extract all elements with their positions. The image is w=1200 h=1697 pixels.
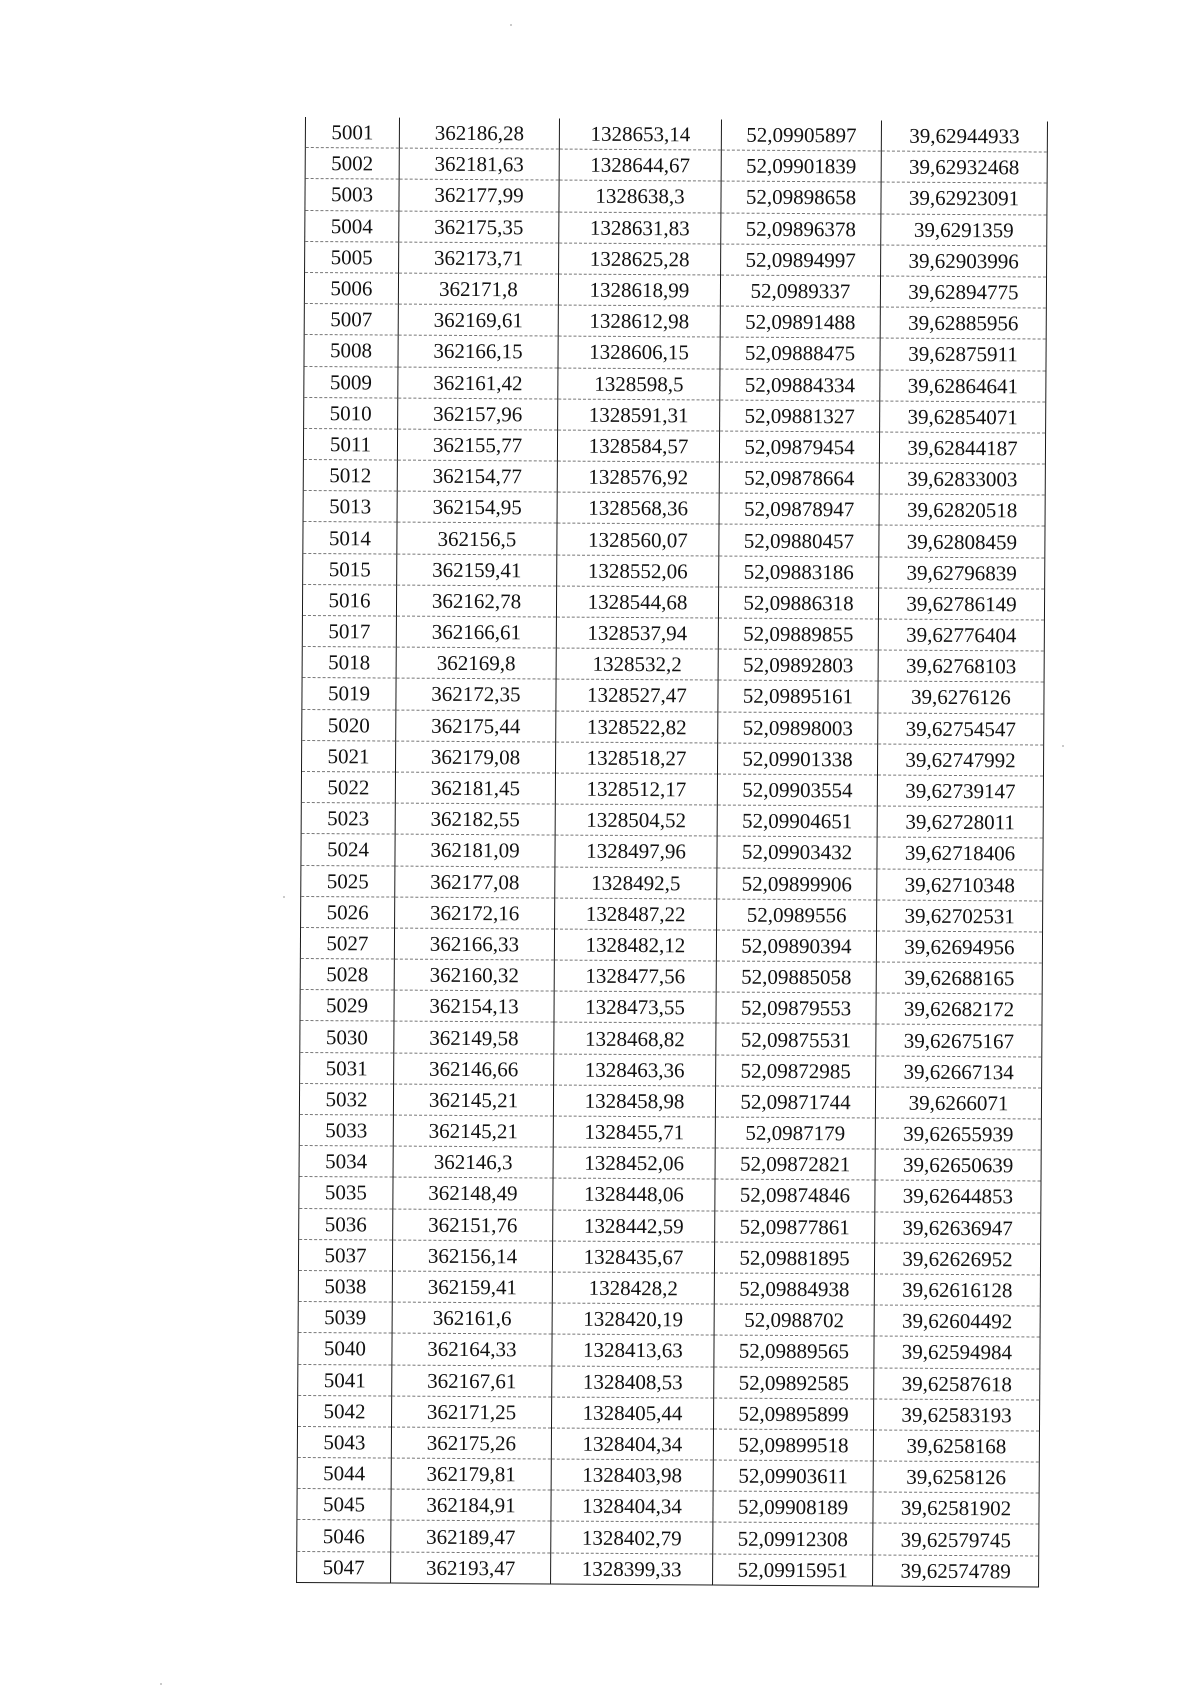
latitude-cell: 52,09891488 [720, 306, 880, 338]
x-coordinate-cell: 362171,25 [391, 1396, 551, 1428]
longitude-cell: 39,62688165 [876, 962, 1042, 994]
point-number-cell: 5013 [303, 491, 397, 523]
scan-speck [160, 1683, 162, 1685]
longitude-cell: 39,62594984 [874, 1336, 1040, 1368]
x-coordinate-cell: 362181,09 [395, 834, 555, 866]
table-row [302, 647, 1044, 683]
x-coordinate-cell: 362146,3 [393, 1146, 553, 1178]
x-coordinate-cell: 362189,47 [391, 1520, 551, 1552]
x-coordinate-cell: 362175,35 [399, 211, 559, 243]
y-coordinate-cell: 1328522,82 [556, 711, 718, 743]
point-number-cell: 5018 [302, 647, 396, 679]
y-coordinate-cell: 1328552,06 [557, 555, 719, 587]
point-number-cell: 5009 [304, 366, 398, 398]
latitude-cell: 52,09881327 [720, 400, 880, 432]
x-coordinate-cell: 362159,41 [392, 1271, 552, 1303]
longitude-cell: 39,62820518 [879, 494, 1045, 526]
longitude-cell: 39,62682172 [876, 993, 1042, 1025]
longitude-cell: 39,62932468 [881, 151, 1047, 183]
x-coordinate-cell: 362159,41 [397, 554, 557, 586]
x-coordinate-cell: 362179,08 [396, 741, 556, 773]
x-coordinate-cell: 362156,14 [392, 1240, 552, 1272]
x-coordinate-cell: 362148,49 [393, 1177, 553, 1209]
longitude-cell: 39,62768103 [878, 650, 1044, 682]
x-coordinate-cell: 362145,21 [393, 1084, 553, 1116]
latitude-cell: 52,09895161 [718, 680, 878, 712]
table-row [301, 834, 1043, 870]
x-coordinate-cell: 362181,63 [399, 148, 559, 180]
y-coordinate-cell: 1328527,47 [556, 679, 718, 711]
latitude-cell: 52,09898003 [718, 712, 878, 744]
latitude-cell: 52,09886318 [718, 587, 878, 619]
longitude-cell: 39,62667134 [876, 1056, 1042, 1088]
table-row [302, 615, 1044, 651]
x-coordinate-cell: 362162,78 [396, 585, 556, 617]
point-number-cell: 5036 [299, 1208, 393, 1240]
y-coordinate-cell: 1328584,57 [557, 430, 719, 462]
table-row [300, 990, 1042, 1026]
x-coordinate-cell: 362193,47 [391, 1552, 551, 1584]
x-coordinate-cell: 362161,6 [392, 1302, 552, 1334]
y-coordinate-cell: 1328487,22 [555, 898, 717, 930]
longitude-cell: 39,62636947 [875, 1212, 1041, 1244]
longitude-cell: 39,62574789 [873, 1555, 1039, 1587]
table-row [303, 522, 1045, 558]
x-coordinate-cell: 362186,28 [399, 118, 559, 150]
latitude-cell: 52,09884334 [720, 369, 880, 401]
latitude-cell: 52,09874846 [715, 1179, 875, 1211]
point-number-cell: 5043 [297, 1426, 391, 1458]
longitude-cell: 39,62583193 [873, 1399, 1039, 1431]
longitude-cell: 39,62626952 [874, 1243, 1040, 1275]
y-coordinate-cell: 1328435,67 [552, 1241, 714, 1273]
x-coordinate-cell: 362155,77 [397, 429, 557, 461]
point-number-cell: 5042 [298, 1395, 392, 1427]
table-row [302, 709, 1044, 745]
latitude-cell: 52,09899906 [717, 868, 877, 900]
point-number-cell: 5016 [302, 584, 396, 616]
point-number-cell: 5006 [304, 272, 398, 304]
table-row [302, 740, 1044, 776]
table-row [298, 1395, 1040, 1431]
longitude-cell: 39,6258168 [873, 1430, 1039, 1462]
coordinate-table [296, 117, 1048, 1587]
point-number-cell: 5044 [297, 1458, 391, 1490]
y-coordinate-cell: 1328408,53 [552, 1366, 714, 1398]
table-row [299, 1146, 1041, 1182]
x-coordinate-cell: 362157,96 [398, 398, 558, 430]
latitude-cell: 52,09894997 [721, 244, 881, 276]
longitude-cell: 39,6276126 [878, 681, 1044, 713]
x-coordinate-cell: 362172,16 [395, 897, 555, 929]
y-coordinate-cell: 1328399,33 [551, 1553, 713, 1585]
scan-speck [1062, 745, 1064, 747]
y-coordinate-cell: 1328560,07 [557, 523, 719, 555]
longitude-cell: 39,62581902 [873, 1492, 1039, 1524]
longitude-cell: 39,62718406 [877, 837, 1043, 869]
y-coordinate-cell: 1328568,36 [557, 492, 719, 524]
longitude-cell: 39,62864641 [880, 370, 1046, 402]
longitude-cell: 39,62894775 [880, 276, 1046, 308]
table-row [305, 179, 1047, 215]
y-coordinate-cell: 1328504,52 [555, 804, 717, 836]
coordinate-table-body [297, 117, 1048, 1587]
x-coordinate-cell: 362169,8 [396, 647, 556, 679]
longitude-cell: 39,62903996 [881, 245, 1047, 277]
y-coordinate-cell: 1328625,28 [559, 243, 721, 275]
table-row [298, 1333, 1040, 1369]
table-row [299, 1208, 1041, 1244]
latitude-cell: 52,09903611 [713, 1460, 873, 1492]
latitude-cell: 52,09878664 [719, 462, 879, 494]
point-number-cell: 5046 [297, 1520, 391, 1552]
latitude-cell: 52,09889855 [718, 618, 878, 650]
point-number-cell: 5040 [298, 1333, 392, 1365]
y-coordinate-cell: 1328428,2 [552, 1272, 714, 1304]
latitude-cell: 52,09912308 [713, 1522, 873, 1554]
x-coordinate-cell: 362151,76 [393, 1209, 553, 1241]
table-row [303, 428, 1045, 464]
longitude-cell: 39,62644853 [875, 1180, 1041, 1212]
latitude-cell: 52,09905897 [721, 120, 881, 152]
y-coordinate-cell: 1328468,82 [554, 1022, 716, 1054]
y-coordinate-cell: 1328452,06 [553, 1147, 715, 1179]
latitude-cell: 52,09888475 [720, 337, 880, 369]
longitude-cell: 39,6291359 [881, 214, 1047, 246]
longitude-cell: 39,62808459 [879, 525, 1045, 557]
longitude-cell: 39,62885956 [880, 307, 1046, 339]
table-row [303, 553, 1045, 589]
table-row [304, 335, 1046, 371]
y-coordinate-cell: 1328631,83 [559, 212, 721, 244]
y-coordinate-cell: 1328448,06 [553, 1178, 715, 1210]
y-coordinate-cell: 1328477,56 [554, 960, 716, 992]
latitude-cell: 52,09871744 [715, 1086, 875, 1118]
table-row [298, 1364, 1040, 1400]
latitude-cell: 52,09884938 [714, 1273, 874, 1305]
point-number-cell: 5015 [303, 553, 397, 585]
table-row [305, 210, 1047, 246]
longitude-cell: 39,62923091 [881, 182, 1047, 214]
y-coordinate-cell: 1328576,92 [557, 461, 719, 493]
longitude-cell: 39,62579745 [873, 1523, 1039, 1555]
point-number-cell: 5014 [303, 522, 397, 554]
y-coordinate-cell: 1328644,67 [559, 149, 721, 181]
x-coordinate-cell: 362175,26 [391, 1427, 551, 1459]
table-row [304, 366, 1046, 402]
table-row [300, 1021, 1042, 1057]
point-number-cell: 5033 [299, 1114, 393, 1146]
x-coordinate-cell: 362145,21 [393, 1115, 553, 1147]
scan-speck [283, 896, 285, 898]
y-coordinate-cell: 1328591,31 [558, 399, 720, 431]
latitude-cell: 52,09892585 [714, 1367, 874, 1399]
y-coordinate-cell: 1328497,96 [555, 835, 717, 867]
longitude-cell: 39,6258126 [873, 1461, 1039, 1493]
latitude-cell: 52,09901338 [717, 743, 877, 775]
y-coordinate-cell: 1328518,27 [555, 742, 717, 774]
latitude-cell: 52,09881895 [714, 1242, 874, 1274]
point-number-cell: 5029 [300, 990, 394, 1022]
latitude-cell: 52,09890394 [716, 930, 876, 962]
table-row [297, 1458, 1039, 1494]
point-number-cell: 5031 [300, 1052, 394, 1084]
longitude-cell: 39,62747992 [877, 744, 1043, 776]
latitude-cell: 52,09875531 [716, 1023, 876, 1055]
latitude-cell: 52,09879454 [719, 431, 879, 463]
x-coordinate-cell: 362146,66 [394, 1053, 554, 1085]
x-coordinate-cell: 362149,58 [394, 1021, 554, 1053]
point-number-cell: 5012 [303, 460, 397, 492]
x-coordinate-cell: 362173,71 [399, 242, 559, 274]
x-coordinate-cell: 362181,45 [395, 772, 555, 804]
y-coordinate-cell: 1328403,98 [551, 1459, 713, 1491]
x-coordinate-cell: 362184,91 [391, 1489, 551, 1521]
point-number-cell: 5032 [299, 1083, 393, 1115]
longitude-cell: 39,62754547 [878, 713, 1044, 745]
x-coordinate-cell: 362167,61 [392, 1365, 552, 1397]
y-coordinate-cell: 1328458,98 [553, 1085, 715, 1117]
y-coordinate-cell: 1328404,34 [551, 1490, 713, 1522]
x-coordinate-cell: 362160,32 [394, 959, 554, 991]
point-number-cell: 5001 [305, 117, 399, 148]
y-coordinate-cell: 1328404,34 [551, 1428, 713, 1460]
point-number-cell: 5010 [304, 397, 398, 429]
x-coordinate-cell: 362154,95 [397, 491, 557, 523]
table-row [299, 1177, 1041, 1213]
y-coordinate-cell: 1328537,94 [556, 617, 718, 649]
latitude-cell: 52,0987179 [715, 1117, 875, 1149]
x-coordinate-cell: 362171,8 [398, 273, 558, 305]
longitude-cell: 39,62776404 [878, 619, 1044, 651]
point-number-cell: 5028 [300, 959, 394, 991]
point-number-cell: 5007 [304, 304, 398, 336]
y-coordinate-cell: 1328638,3 [559, 180, 721, 212]
table-row [298, 1270, 1040, 1306]
y-coordinate-cell: 1328420,19 [552, 1303, 714, 1335]
latitude-cell: 52,09872821 [715, 1148, 875, 1180]
longitude-cell: 39,62786149 [878, 588, 1044, 620]
latitude-cell: 52,09898658 [721, 181, 881, 213]
table-row [305, 117, 1047, 152]
y-coordinate-cell: 1328512,17 [555, 773, 717, 805]
table-row [302, 584, 1044, 620]
y-coordinate-cell: 1328598,5 [558, 368, 720, 400]
x-coordinate-cell: 362161,42 [398, 367, 558, 399]
longitude-cell: 39,62650639 [875, 1149, 1041, 1181]
table-row [299, 1083, 1041, 1119]
point-number-cell: 5030 [300, 1021, 394, 1053]
table-row [299, 1114, 1041, 1150]
latitude-cell: 52,0989337 [720, 275, 880, 307]
table-row [301, 865, 1043, 901]
longitude-cell: 39,62702531 [877, 900, 1043, 932]
x-coordinate-cell: 362177,08 [395, 866, 555, 898]
longitude-cell: 39,62739147 [877, 775, 1043, 807]
point-number-cell: 5045 [297, 1489, 391, 1521]
table-row [300, 959, 1042, 995]
point-number-cell: 5026 [301, 896, 395, 928]
x-coordinate-cell: 362166,33 [394, 928, 554, 960]
latitude-cell: 52,0988702 [714, 1304, 874, 1336]
y-coordinate-cell: 1328413,63 [552, 1334, 714, 1366]
latitude-cell: 52,0989556 [717, 899, 877, 931]
x-coordinate-cell: 362177,99 [399, 179, 559, 211]
longitude-cell: 39,62833003 [879, 463, 1045, 495]
table-row [301, 803, 1043, 839]
x-coordinate-cell: 362182,55 [395, 803, 555, 835]
latitude-cell: 52,09903554 [717, 774, 877, 806]
latitude-cell: 52,09915951 [713, 1554, 873, 1586]
longitude-cell: 39,62875911 [880, 338, 1046, 370]
x-coordinate-cell: 362156,5 [397, 523, 557, 555]
y-coordinate-cell: 1328544,68 [556, 586, 718, 618]
point-number-cell: 5047 [297, 1551, 391, 1583]
longitude-cell: 39,62796839 [879, 557, 1045, 589]
y-coordinate-cell: 1328653,14 [559, 119, 721, 151]
longitude-cell: 39,62854071 [880, 401, 1046, 433]
latitude-cell: 52,09878947 [719, 493, 879, 525]
point-number-cell: 5022 [301, 771, 395, 803]
point-number-cell: 5020 [302, 709, 396, 741]
latitude-cell: 52,09892803 [718, 649, 878, 681]
latitude-cell: 52,09883186 [719, 556, 879, 588]
point-number-cell: 5008 [304, 335, 398, 367]
longitude-cell: 39,62710348 [877, 869, 1043, 901]
table-row [304, 397, 1046, 433]
table-row [297, 1426, 1039, 1462]
latitude-cell: 52,09872985 [716, 1055, 876, 1087]
point-number-cell: 5039 [298, 1302, 392, 1334]
x-coordinate-cell: 362154,13 [394, 990, 554, 1022]
point-number-cell: 5027 [300, 927, 394, 959]
table-row [305, 241, 1047, 277]
point-number-cell: 5004 [305, 210, 399, 242]
table-row [301, 771, 1043, 807]
longitude-cell: 39,62728011 [877, 806, 1043, 838]
x-coordinate-cell: 362154,77 [397, 460, 557, 492]
point-number-cell: 5011 [303, 428, 397, 460]
y-coordinate-cell: 1328612,98 [558, 305, 720, 337]
latitude-cell: 52,09879553 [716, 992, 876, 1024]
point-number-cell: 5034 [299, 1146, 393, 1178]
table-row [300, 1052, 1042, 1088]
table-row [304, 272, 1046, 308]
y-coordinate-cell: 1328405,44 [551, 1397, 713, 1429]
point-number-cell: 5002 [305, 148, 399, 180]
latitude-cell: 52,09889565 [714, 1335, 874, 1367]
scan-speck [510, 24, 512, 26]
table-row [297, 1551, 1039, 1587]
x-coordinate-cell: 362166,61 [396, 616, 556, 648]
point-number-cell: 5017 [302, 615, 396, 647]
point-number-cell: 5038 [298, 1270, 392, 1302]
latitude-cell: 52,09901839 [721, 150, 881, 182]
longitude-cell: 39,62944933 [881, 121, 1047, 153]
longitude-cell: 39,6266071 [875, 1087, 1041, 1119]
table-row [303, 460, 1045, 496]
y-coordinate-cell: 1328402,79 [551, 1521, 713, 1553]
longitude-cell: 39,62616128 [874, 1274, 1040, 1306]
table-row [304, 304, 1046, 340]
point-number-cell: 5024 [301, 834, 395, 866]
latitude-cell: 52,09877861 [715, 1211, 875, 1243]
point-number-cell: 5005 [305, 241, 399, 273]
longitude-cell: 39,62844187 [879, 432, 1045, 464]
x-coordinate-cell: 362169,61 [398, 304, 558, 336]
longitude-cell: 39,62694956 [876, 931, 1042, 963]
longitude-cell: 39,62587618 [874, 1367, 1040, 1399]
point-number-cell: 5035 [299, 1177, 393, 1209]
x-coordinate-cell: 362166,15 [398, 335, 558, 367]
table-row [297, 1520, 1039, 1556]
x-coordinate-cell: 362172,35 [396, 678, 556, 710]
y-coordinate-cell: 1328618,99 [558, 274, 720, 306]
x-coordinate-cell: 362175,44 [396, 710, 556, 742]
y-coordinate-cell: 1328442,59 [553, 1210, 715, 1242]
point-number-cell: 5019 [302, 678, 396, 710]
table-row [301, 896, 1043, 932]
latitude-cell: 52,09899518 [713, 1429, 873, 1461]
y-coordinate-cell: 1328482,12 [554, 929, 716, 961]
y-coordinate-cell: 1328473,55 [554, 991, 716, 1023]
point-number-cell: 5003 [305, 179, 399, 211]
latitude-cell: 52,09895899 [713, 1398, 873, 1430]
longitude-cell: 39,62655939 [875, 1118, 1041, 1150]
point-number-cell: 5041 [298, 1364, 392, 1396]
latitude-cell: 52,09896378 [721, 213, 881, 245]
y-coordinate-cell: 1328463,36 [554, 1054, 716, 1086]
latitude-cell: 52,09903432 [717, 836, 877, 868]
latitude-cell: 52,09885058 [716, 961, 876, 993]
table-row [300, 927, 1042, 963]
table-row [303, 491, 1045, 527]
table-row [298, 1239, 1040, 1275]
longitude-cell: 39,62604492 [874, 1305, 1040, 1337]
y-coordinate-cell: 1328492,5 [555, 867, 717, 899]
y-coordinate-cell: 1328606,15 [558, 336, 720, 368]
latitude-cell: 52,09908189 [713, 1491, 873, 1523]
point-number-cell: 5023 [301, 803, 395, 835]
point-number-cell: 5037 [298, 1239, 392, 1271]
y-coordinate-cell: 1328455,71 [553, 1116, 715, 1148]
y-coordinate-cell: 1328532,2 [556, 648, 718, 680]
longitude-cell: 39,62675167 [876, 1024, 1042, 1056]
x-coordinate-cell: 362164,33 [392, 1333, 552, 1365]
point-number-cell: 5021 [302, 740, 396, 772]
x-coordinate-cell: 362179,81 [391, 1458, 551, 1490]
table-row [298, 1302, 1040, 1338]
latitude-cell: 52,09880457 [719, 524, 879, 556]
table-row [305, 148, 1047, 184]
point-number-cell: 5025 [301, 865, 395, 897]
latitude-cell: 52,09904651 [717, 805, 877, 837]
table-row [297, 1489, 1039, 1525]
table-row [302, 678, 1044, 714]
